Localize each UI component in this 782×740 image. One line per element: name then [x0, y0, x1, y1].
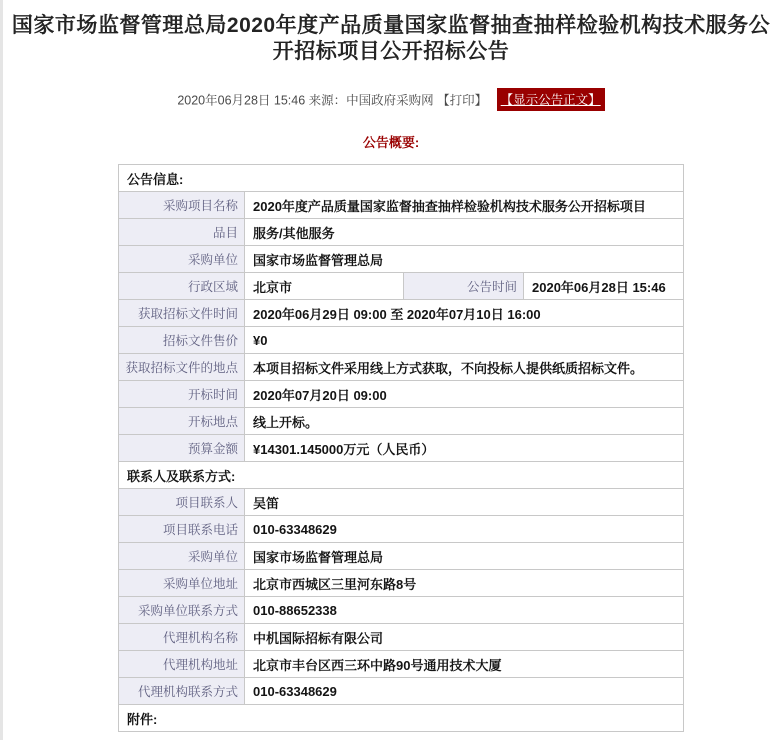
row-value: 2020年06月29日 09:00 至 2020年07月10日 16:00 [245, 300, 684, 327]
row-value: 2020年06月28日 15:46 [524, 273, 684, 300]
row-label: 招标文件售价 [119, 327, 245, 354]
row-label: 开标时间 [119, 381, 245, 408]
row-value: 北京市丰台区西三环中路90号通用技术大厦 [245, 651, 684, 678]
table-row [119, 327, 684, 354]
row-value: 本项目招标文件采用线上方式获取，不向投标人提供纸质招标文件。 [245, 354, 684, 381]
page-title: 国家市场监督管理总局2020年度产品质量国家监督抽查抽样检验机构技术服务公开招标项目公开招标公告 [11, 14, 771, 63]
row-label: 行政区域 [119, 273, 245, 300]
table-row [119, 219, 684, 246]
row-value: 010-88652338 [245, 597, 684, 624]
table-row [119, 408, 684, 435]
table-row [119, 381, 684, 408]
table-row [119, 570, 684, 597]
summary-heading: 公告概要: [362, 135, 420, 150]
row-label: 项目联系电话 [119, 516, 245, 543]
publish-datetime: 2020年06月28日 15:46 [177, 93, 306, 108]
section-label: 附件: [119, 705, 684, 732]
row-value: 010-63348629 [245, 516, 684, 543]
table-row [119, 300, 684, 327]
section-label: 公告信息: [119, 165, 684, 192]
table-row [119, 246, 684, 273]
row-label: 公告时间 [404, 273, 524, 300]
row-value: ¥0 [245, 327, 684, 354]
summary-table [118, 164, 684, 732]
table-row [119, 597, 684, 624]
table-row [119, 435, 684, 462]
table-row [119, 543, 684, 570]
row-label: 项目联系人 [119, 489, 245, 516]
meta-bar [0, 88, 782, 111]
table-row [119, 273, 684, 300]
source-text: 来源：中国政府采购网 [308, 93, 434, 108]
row-label: 获取招标文件时间 [119, 300, 245, 327]
row-label: 采购项目名称 [119, 192, 245, 219]
row-value: 国家市场监督管理总局 [245, 543, 684, 570]
row-value: ¥14301.145000万元（人民币） [245, 435, 684, 462]
table-row [119, 678, 684, 705]
row-label: 开标地点 [119, 408, 245, 435]
row-value: 服务/其他服务 [245, 219, 684, 246]
table-row [119, 516, 684, 543]
row-label: 代理机构地址 [119, 651, 245, 678]
row-value: 中机国际招标有限公司 [245, 624, 684, 651]
table-row [119, 624, 684, 651]
row-label: 代理机构联系方式 [119, 678, 245, 705]
row-label: 采购单位 [119, 543, 245, 570]
row-value: 北京市西城区三里河东路8号 [245, 570, 684, 597]
page-left-edge [0, 0, 3, 740]
print-button[interactable]: 【打印】 [437, 93, 488, 108]
row-label: 预算金额 [119, 435, 245, 462]
row-value: 北京市 [245, 273, 404, 300]
table-row [119, 354, 684, 381]
row-label: 代理机构名称 [119, 624, 245, 651]
row-label: 采购单位联系方式 [119, 597, 245, 624]
section-header-row [119, 165, 684, 192]
row-value: 国家市场监督管理总局 [245, 246, 684, 273]
table-row [119, 192, 684, 219]
section-header-row [119, 705, 684, 732]
table-row [119, 651, 684, 678]
row-value: 010-63348629 [245, 678, 684, 705]
summary-table-body [119, 165, 684, 732]
section-header-row [119, 462, 684, 489]
row-value: 2020年07月20日 09:00 [245, 381, 684, 408]
section-label: 联系人及联系方式: [119, 462, 684, 489]
show-announcement-button[interactable]: 【显示公告正文】 [497, 88, 605, 111]
row-value: 2020年度产品质量国家监督抽查抽样检验机构技术服务公开招标项目 [245, 192, 684, 219]
row-value: 吴笛 [245, 489, 684, 516]
table-row [119, 489, 684, 516]
row-value: 线上开标。 [245, 408, 684, 435]
row-label: 采购单位 [119, 246, 245, 273]
row-label: 采购单位地址 [119, 570, 245, 597]
row-label: 品目 [119, 219, 245, 246]
row-label: 获取招标文件的地点 [119, 354, 245, 381]
